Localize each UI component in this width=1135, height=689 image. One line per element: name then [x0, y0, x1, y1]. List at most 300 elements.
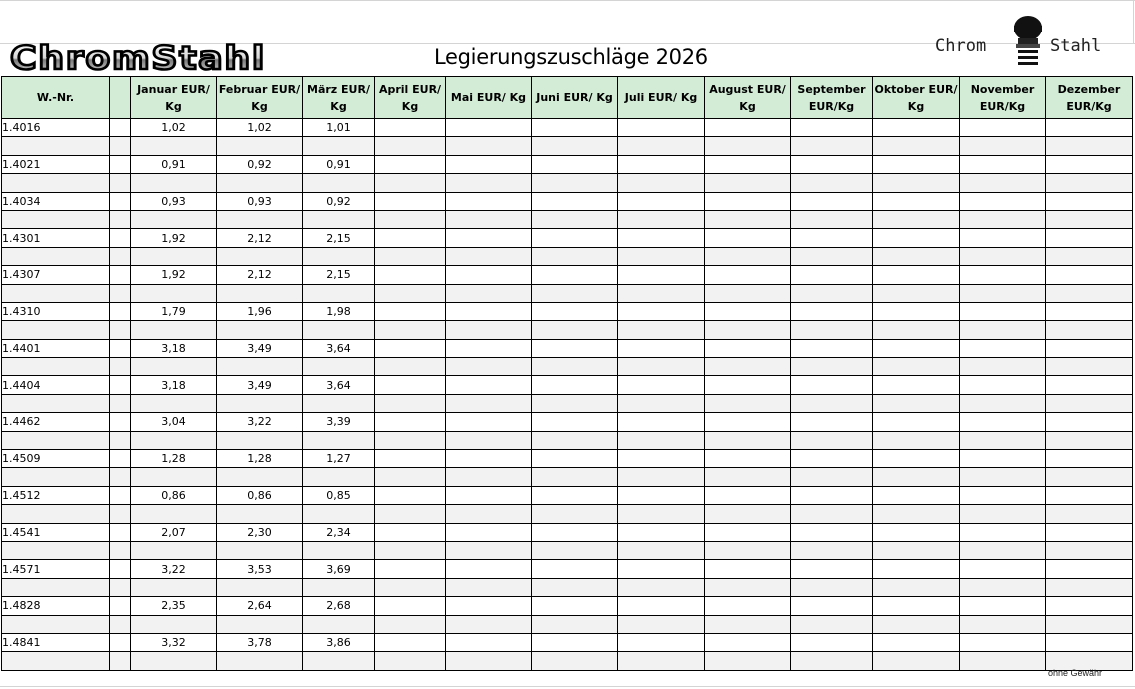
- cell-empty: [446, 450, 532, 468]
- cell-empty: [791, 358, 873, 376]
- cell-empty: [446, 321, 532, 339]
- cell-empty: [791, 339, 873, 357]
- cell-empty: [303, 284, 375, 302]
- cell-value: 0,92: [303, 192, 375, 210]
- cell-empty: [960, 210, 1046, 228]
- cell-empty: [960, 505, 1046, 523]
- cell-empty: [303, 652, 375, 670]
- cell-empty: [873, 119, 960, 137]
- cell-empty: [791, 302, 873, 320]
- cell-empty: [791, 505, 873, 523]
- cell-wnr: 1.4512: [2, 486, 110, 504]
- cell-empty: [1046, 450, 1133, 468]
- cell-empty: [1046, 468, 1133, 486]
- cell-empty: [705, 505, 791, 523]
- cell-empty: [532, 376, 618, 394]
- cell-empty: [375, 431, 446, 449]
- spacer-row: [2, 652, 1133, 670]
- cell-empty: [960, 394, 1046, 412]
- cell-empty: [791, 174, 873, 192]
- cell-empty: [1046, 155, 1133, 173]
- cell-empty: [446, 174, 532, 192]
- spacer-row: [2, 541, 1133, 559]
- cell-empty: [618, 174, 705, 192]
- cell-empty: [618, 468, 705, 486]
- cell-empty: [791, 229, 873, 247]
- cell-empty: [375, 505, 446, 523]
- cell-empty: [873, 174, 960, 192]
- cell-empty: [791, 468, 873, 486]
- alloy-surcharge-table: [1, 76, 1133, 671]
- cell-empty: [110, 541, 131, 559]
- cell-empty: [532, 358, 618, 376]
- cell-empty: [532, 431, 618, 449]
- cell-empty: [618, 413, 705, 431]
- cell-empty: [618, 266, 705, 284]
- cell-empty: [873, 210, 960, 228]
- cell-empty: [131, 394, 217, 412]
- cell-empty: [618, 578, 705, 596]
- cell-value: 3,78: [217, 633, 303, 651]
- cell-empty: [375, 486, 446, 504]
- cell-empty: [873, 339, 960, 357]
- column-header-november: November EUR/Kg: [960, 77, 1046, 119]
- cell-empty: [960, 615, 1046, 633]
- cell-empty: [217, 652, 303, 670]
- cell-empty: [705, 358, 791, 376]
- cell-empty: [303, 505, 375, 523]
- cell-empty: [960, 247, 1046, 265]
- cell-empty: [791, 376, 873, 394]
- cell-empty: [1046, 321, 1133, 339]
- cell-empty: [618, 229, 705, 247]
- svg-text:Chrom: Chrom: [935, 36, 987, 56]
- cell-empty: [446, 266, 532, 284]
- table-row: [2, 413, 1133, 431]
- column-header-oktober: Oktober EUR/ Kg: [873, 77, 960, 119]
- cell-value: 1,92: [131, 266, 217, 284]
- cell-empty: [217, 210, 303, 228]
- cell-empty: [303, 394, 375, 412]
- cell-empty: [2, 652, 110, 670]
- cell-empty: [791, 192, 873, 210]
- cell-empty: [705, 137, 791, 155]
- cell-empty: [618, 302, 705, 320]
- column-header-maerz: März EUR/ Kg: [303, 77, 375, 119]
- cell-empty: [873, 578, 960, 596]
- cell-value: 0,93: [131, 192, 217, 210]
- cell-empty: [873, 266, 960, 284]
- sheet-gridline: [0, 0, 1135, 1]
- cell-empty: [131, 431, 217, 449]
- cell-empty: [446, 615, 532, 633]
- cell-empty: [1046, 413, 1133, 431]
- cell-empty: [618, 376, 705, 394]
- cell-value: 0,92: [217, 155, 303, 173]
- cell-value: 0,86: [131, 486, 217, 504]
- column-header-august: August EUR/ Kg: [705, 77, 791, 119]
- cell-value: 1,96: [217, 302, 303, 320]
- cell-empty: [618, 633, 705, 651]
- cell-empty: [2, 210, 110, 228]
- cell-empty: [217, 247, 303, 265]
- cell-empty: [446, 229, 532, 247]
- cell-empty: [532, 155, 618, 173]
- cell-wnr: 1.4828: [2, 597, 110, 615]
- cell-empty: [375, 192, 446, 210]
- cell-empty: [532, 266, 618, 284]
- cell-empty: [873, 321, 960, 339]
- cell-empty: [532, 523, 618, 541]
- cell-empty: [618, 486, 705, 504]
- cell-empty: [110, 192, 131, 210]
- cell-empty: [960, 192, 1046, 210]
- cell-empty: [217, 394, 303, 412]
- cell-empty: [110, 358, 131, 376]
- cell-value: 0,91: [131, 155, 217, 173]
- cell-empty: [873, 137, 960, 155]
- cell-empty: [791, 560, 873, 578]
- cell-empty: [532, 578, 618, 596]
- cell-empty: [873, 652, 960, 670]
- cell-empty: [1046, 615, 1133, 633]
- cell-empty: [375, 155, 446, 173]
- cell-empty: [131, 247, 217, 265]
- sheet-gridline: [1133, 0, 1134, 44]
- cell-empty: [705, 229, 791, 247]
- cell-empty: [110, 394, 131, 412]
- spacer-row: [2, 358, 1133, 376]
- cell-empty: [705, 266, 791, 284]
- cell-empty: [2, 174, 110, 192]
- cell-empty: [446, 210, 532, 228]
- cell-empty: [446, 578, 532, 596]
- table-row: [2, 155, 1133, 173]
- cell-value: 2,68: [303, 597, 375, 615]
- cell-empty: [532, 505, 618, 523]
- cell-empty: [1046, 210, 1133, 228]
- cell-empty: [446, 523, 532, 541]
- table-row: [2, 266, 1133, 284]
- cell-empty: [375, 541, 446, 559]
- cell-empty: [532, 633, 618, 651]
- spacer-row: [2, 578, 1133, 596]
- cell-empty: [791, 321, 873, 339]
- cell-empty: [960, 266, 1046, 284]
- chromstahl-logo-left: [8, 40, 270, 76]
- cell-empty: [2, 505, 110, 523]
- cell-empty: [705, 302, 791, 320]
- cell-empty: [960, 541, 1046, 559]
- cell-empty: [960, 174, 1046, 192]
- cell-value: 3,49: [217, 376, 303, 394]
- spacer-row: [2, 210, 1133, 228]
- cell-empty: [791, 431, 873, 449]
- cell-empty: [375, 578, 446, 596]
- cell-empty: [705, 394, 791, 412]
- cell-empty: [532, 247, 618, 265]
- cell-empty: [705, 541, 791, 559]
- cell-empty: [217, 358, 303, 376]
- cell-empty: [873, 486, 960, 504]
- cell-empty: [618, 523, 705, 541]
- cell-empty: [1046, 560, 1133, 578]
- cell-empty: [1046, 597, 1133, 615]
- cell-empty: [446, 192, 532, 210]
- cell-empty: [873, 192, 960, 210]
- table-row: [2, 633, 1133, 651]
- cell-value: 1,28: [217, 450, 303, 468]
- cell-empty: [375, 284, 446, 302]
- cell-empty: [532, 597, 618, 615]
- cell-empty: [1046, 633, 1133, 651]
- cell-empty: [618, 284, 705, 302]
- cell-empty: [791, 597, 873, 615]
- cell-value: 0,93: [217, 192, 303, 210]
- cell-empty: [618, 210, 705, 228]
- cell-empty: [791, 541, 873, 559]
- cell-empty: [960, 597, 1046, 615]
- cell-empty: [705, 652, 791, 670]
- cell-empty: [532, 615, 618, 633]
- cell-empty: [303, 578, 375, 596]
- cell-value: 0,85: [303, 486, 375, 504]
- cell-empty: [532, 321, 618, 339]
- cell-empty: [791, 633, 873, 651]
- table-row: [2, 450, 1133, 468]
- table-row: [2, 229, 1133, 247]
- cell-empty: [1046, 394, 1133, 412]
- cell-empty: [532, 541, 618, 559]
- spacer-row: [2, 284, 1133, 302]
- cell-value: 3,18: [131, 376, 217, 394]
- cell-empty: [618, 119, 705, 137]
- cell-value: 3,04: [131, 413, 217, 431]
- cell-empty: [2, 468, 110, 486]
- cell-empty: [532, 560, 618, 578]
- cell-wnr: 1.4509: [2, 450, 110, 468]
- cell-empty: [960, 376, 1046, 394]
- cell-empty: [960, 229, 1046, 247]
- cell-empty: [303, 210, 375, 228]
- cell-empty: [303, 174, 375, 192]
- cell-empty: [618, 155, 705, 173]
- table-row: [2, 560, 1133, 578]
- cell-empty: [375, 633, 446, 651]
- cell-empty: [791, 119, 873, 137]
- cell-empty: [618, 339, 705, 357]
- cell-value: 2,64: [217, 597, 303, 615]
- cell-empty: [873, 229, 960, 247]
- cell-value: 3,22: [131, 560, 217, 578]
- svg-text:Stahl: Stahl: [1050, 36, 1102, 56]
- cell-empty: [2, 431, 110, 449]
- cell-empty: [1046, 192, 1133, 210]
- cell-empty: [791, 450, 873, 468]
- cell-empty: [618, 358, 705, 376]
- cell-empty: [532, 210, 618, 228]
- cell-empty: [705, 247, 791, 265]
- cell-empty: [446, 597, 532, 615]
- cell-value: 2,12: [217, 266, 303, 284]
- cell-empty: [532, 174, 618, 192]
- cell-empty: [532, 302, 618, 320]
- cell-empty: [705, 376, 791, 394]
- cell-empty: [110, 339, 131, 357]
- cell-empty: [960, 468, 1046, 486]
- cell-empty: [532, 137, 618, 155]
- cell-empty: [446, 247, 532, 265]
- cell-empty: [131, 505, 217, 523]
- cell-empty: [375, 468, 446, 486]
- cell-empty: [110, 468, 131, 486]
- column-header-juli: Juli EUR/ Kg: [618, 77, 705, 119]
- cell-empty: [705, 321, 791, 339]
- cell-empty: [446, 468, 532, 486]
- cell-empty: [446, 541, 532, 559]
- cell-empty: [873, 615, 960, 633]
- cell-empty: [618, 394, 705, 412]
- cell-empty: [705, 174, 791, 192]
- cell-empty: [960, 450, 1046, 468]
- cell-wnr: 1.4301: [2, 229, 110, 247]
- cell-empty: [110, 229, 131, 247]
- cell-value: 2,34: [303, 523, 375, 541]
- cell-empty: [532, 229, 618, 247]
- cell-empty: [705, 431, 791, 449]
- cell-empty: [2, 321, 110, 339]
- cell-empty: [131, 321, 217, 339]
- table-row: [2, 302, 1133, 320]
- cell-empty: [960, 578, 1046, 596]
- cell-empty: [110, 266, 131, 284]
- cell-empty: [960, 284, 1046, 302]
- cell-empty: [446, 284, 532, 302]
- cell-empty: [110, 119, 131, 137]
- cell-empty: [705, 560, 791, 578]
- cell-wnr: 1.4307: [2, 266, 110, 284]
- cell-empty: [705, 615, 791, 633]
- cell-empty: [217, 137, 303, 155]
- cell-value: 1,28: [131, 450, 217, 468]
- cell-empty: [375, 174, 446, 192]
- cell-empty: [375, 210, 446, 228]
- cell-empty: [873, 284, 960, 302]
- cell-empty: [446, 358, 532, 376]
- spacer-row: [2, 174, 1133, 192]
- spacer-row: [2, 615, 1133, 633]
- cell-empty: [110, 615, 131, 633]
- cell-empty: [960, 560, 1046, 578]
- cell-empty: [873, 450, 960, 468]
- cell-empty: [375, 119, 446, 137]
- cell-empty: [131, 358, 217, 376]
- cell-empty: [2, 541, 110, 559]
- cell-empty: [303, 321, 375, 339]
- spacer-row: [2, 321, 1133, 339]
- cell-wnr: 1.4401: [2, 339, 110, 357]
- cell-empty: [960, 523, 1046, 541]
- cell-empty: [110, 597, 131, 615]
- cell-empty: [873, 247, 960, 265]
- cell-empty: [446, 376, 532, 394]
- cell-empty: [532, 394, 618, 412]
- cell-empty: [1046, 376, 1133, 394]
- column-header-blank: [110, 77, 131, 119]
- table-row: [2, 523, 1133, 541]
- cell-empty: [446, 119, 532, 137]
- cell-empty: [873, 560, 960, 578]
- cell-empty: [217, 431, 303, 449]
- cell-empty: [375, 450, 446, 468]
- cell-empty: [1046, 578, 1133, 596]
- cell-empty: [217, 615, 303, 633]
- cell-empty: [705, 450, 791, 468]
- cell-empty: [110, 376, 131, 394]
- cell-empty: [217, 284, 303, 302]
- cell-empty: [446, 486, 532, 504]
- cell-empty: [960, 486, 1046, 504]
- column-header-januar: Januar EUR/ Kg: [131, 77, 217, 119]
- column-header-september: September EUR/Kg: [791, 77, 873, 119]
- cell-empty: [532, 284, 618, 302]
- cell-empty: [618, 560, 705, 578]
- cell-empty: [303, 615, 375, 633]
- cell-empty: [303, 431, 375, 449]
- cell-empty: [110, 523, 131, 541]
- cell-empty: [618, 321, 705, 339]
- cell-empty: [1046, 174, 1133, 192]
- cell-value: 3,53: [217, 560, 303, 578]
- cell-empty: [705, 192, 791, 210]
- cell-empty: [110, 560, 131, 578]
- cell-empty: [110, 505, 131, 523]
- cell-empty: [110, 210, 131, 228]
- cell-empty: [873, 413, 960, 431]
- cell-empty: [375, 652, 446, 670]
- cell-value: 1,27: [303, 450, 375, 468]
- sheet-gridline: [0, 686, 1135, 687]
- cell-empty: [110, 486, 131, 504]
- cell-empty: [110, 413, 131, 431]
- cell-empty: [791, 413, 873, 431]
- cell-empty: [705, 155, 791, 173]
- cell-empty: [705, 597, 791, 615]
- cell-empty: [110, 450, 131, 468]
- cell-empty: [960, 652, 1046, 670]
- spacer-row: [2, 137, 1133, 155]
- column-header-juni: Juni EUR/ Kg: [532, 77, 618, 119]
- cell-empty: [2, 358, 110, 376]
- cell-empty: [131, 652, 217, 670]
- cell-value: 1,98: [303, 302, 375, 320]
- cell-value: 0,91: [303, 155, 375, 173]
- cell-empty: [1046, 247, 1133, 265]
- table-header-row: [2, 77, 1133, 119]
- cell-empty: [873, 523, 960, 541]
- cell-empty: [705, 468, 791, 486]
- svg-text:ChromStahl: ChromStahl: [10, 40, 266, 76]
- cell-empty: [110, 302, 131, 320]
- cell-wnr: 1.4462: [2, 413, 110, 431]
- cell-empty: [303, 247, 375, 265]
- cell-empty: [1046, 358, 1133, 376]
- cell-empty: [217, 505, 303, 523]
- cell-empty: [131, 578, 217, 596]
- cell-value: 2,35: [131, 597, 217, 615]
- cell-empty: [375, 413, 446, 431]
- cell-value: 2,15: [303, 266, 375, 284]
